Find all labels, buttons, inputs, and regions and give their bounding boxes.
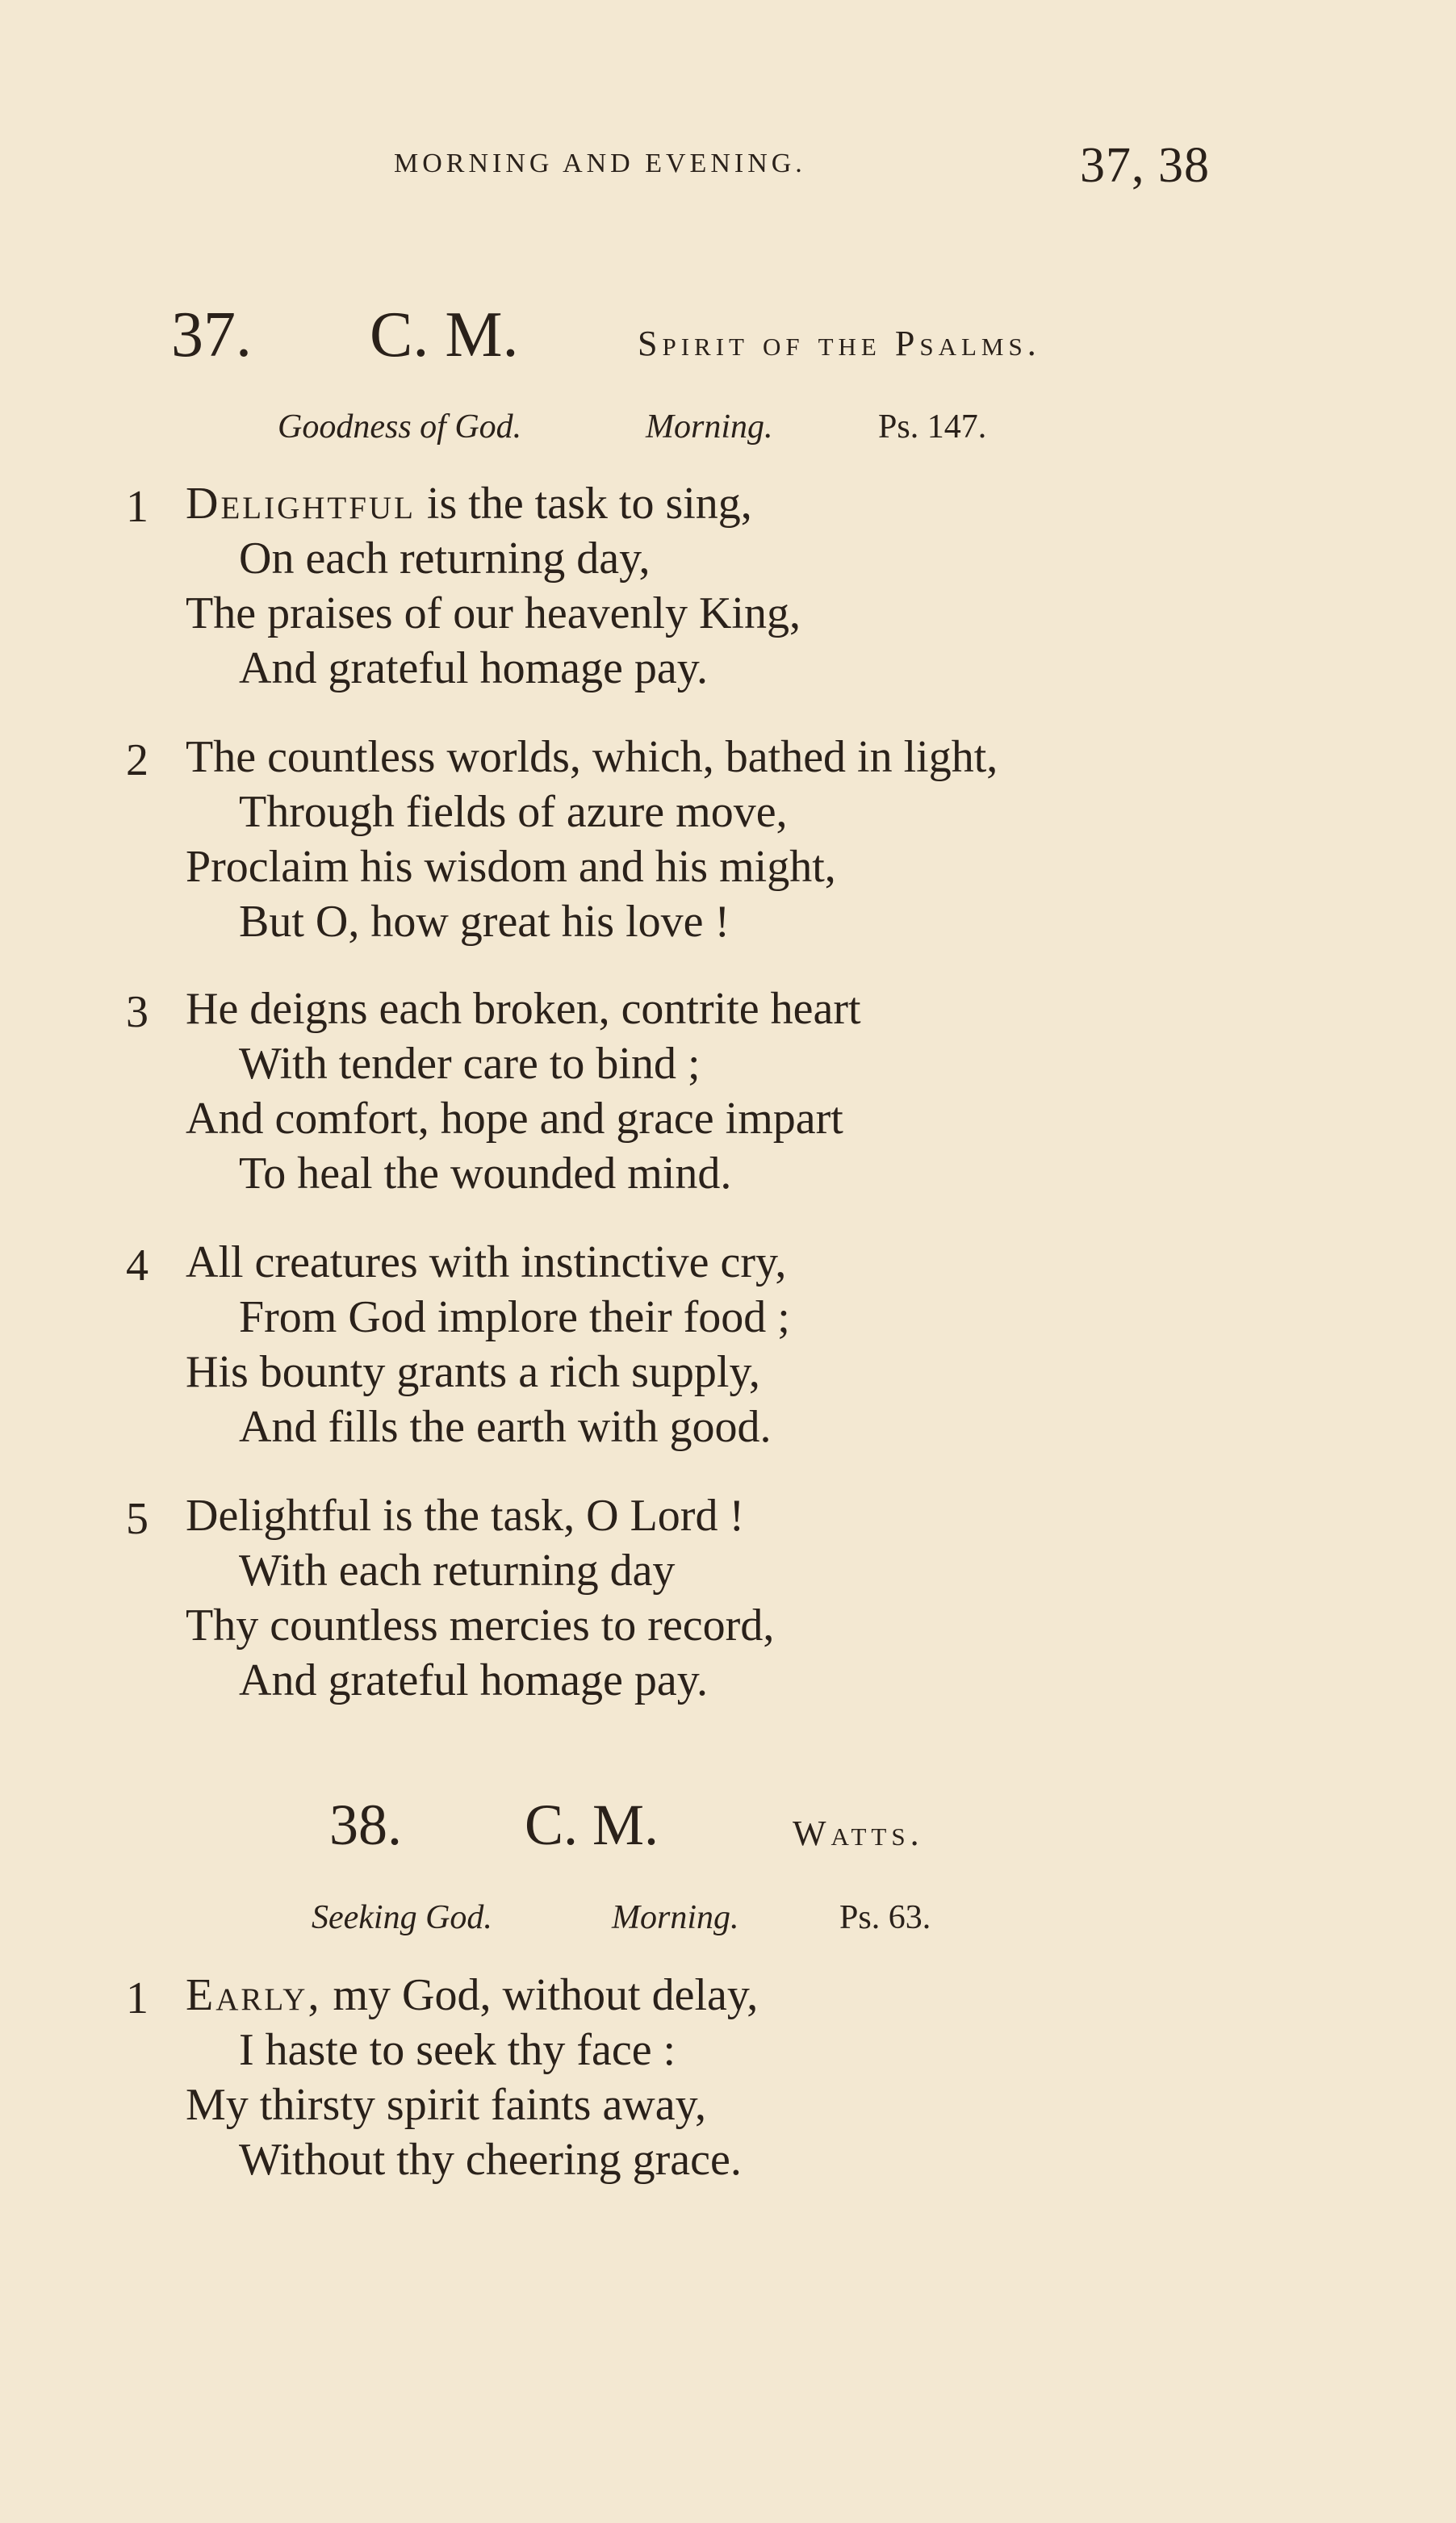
hymn-number: 38. — [329, 1793, 402, 1857]
stanza-line: To heal the wounded mind. — [239, 1149, 732, 1199]
subject-time: Morning. — [612, 1899, 739, 1936]
hymn-38-subject — [0, 1898, 1456, 1947]
stanza-line: But O, how great his love ! — [239, 897, 730, 947]
stanza-line: And grateful homage pay. — [239, 643, 709, 693]
hymn-38-heading — [0, 1792, 1456, 1872]
stanza-number: 4 — [126, 1241, 149, 1291]
stanza-line: With each returning day — [239, 1546, 676, 1596]
hymn-meter: C. M. — [370, 299, 519, 370]
stanza-line: He deigns each broken, contrite heart — [186, 984, 861, 1034]
stanza-line: All creatures with instinctive cry, — [186, 1237, 787, 1287]
running-head-title: MORNING AND EVENING. — [394, 149, 806, 178]
stanza-line: With tender care to bind ; — [239, 1039, 701, 1089]
stanza-number: 5 — [126, 1494, 149, 1544]
stanza-line: From God implore their food ; — [239, 1292, 790, 1342]
hymn-number: 37. — [171, 299, 252, 370]
psalm-reference: Ps. 147. — [878, 408, 987, 446]
stanza-line: Early, my God, without delay, — [186, 1970, 759, 2020]
stanza-line: On each returning day, — [239, 533, 651, 584]
hymn-37-subject — [0, 408, 1456, 456]
stanza-line: His bounty grants a rich supply, — [186, 1347, 760, 1397]
stanza-number: 3 — [126, 987, 149, 1037]
hymn-meter: C. M. — [525, 1793, 659, 1857]
stanza-number: 2 — [126, 735, 149, 785]
hymn-author: Spirit of the Psalms. — [638, 324, 1041, 363]
stanza-line: Delightful is the task, O Lord ! — [186, 1491, 745, 1541]
stanza-line: And comfort, hope and grace impart — [186, 1094, 843, 1144]
hymn-37-heading — [0, 299, 1456, 379]
first-word: Delightful — [186, 479, 416, 529]
stanza-number: 1 — [126, 482, 149, 532]
stanza-line: The praises of our heavenly King, — [186, 588, 801, 638]
stanza-line: The countless worlds, which, bathed in light, — [186, 732, 998, 782]
stanza-line: Through fields of azure move, — [239, 787, 788, 837]
stanza-line: Proclaim his wisdom and his might, — [186, 842, 836, 892]
stanza-line: And grateful homage pay. — [239, 1655, 709, 1705]
stanza-line: And fills the earth with good. — [239, 1402, 772, 1452]
stanza-line: My thirsty spirit faints away, — [186, 2080, 706, 2130]
running-head — [0, 137, 1456, 202]
psalm-reference: Ps. 63. — [839, 1899, 931, 1936]
first-word: Early, — [186, 1970, 322, 2020]
subject-time: Morning. — [646, 408, 773, 446]
stanza-line: Thy countless mercies to record, — [186, 1600, 775, 1651]
subject-title: Goodness of God. — [278, 408, 522, 446]
stanza-line: Delightful is the task to sing, — [186, 479, 752, 529]
subject-title: Seeking God. — [312, 1899, 492, 1936]
hymn-author: Watts. — [793, 1814, 924, 1853]
page-numbers: 37, 38 — [1080, 138, 1210, 193]
stanza-line: Without thy cheering grace. — [239, 2135, 742, 2185]
stanza-line: I haste to seek thy face : — [239, 2025, 676, 2075]
stanza-number: 1 — [126, 1973, 149, 2023]
